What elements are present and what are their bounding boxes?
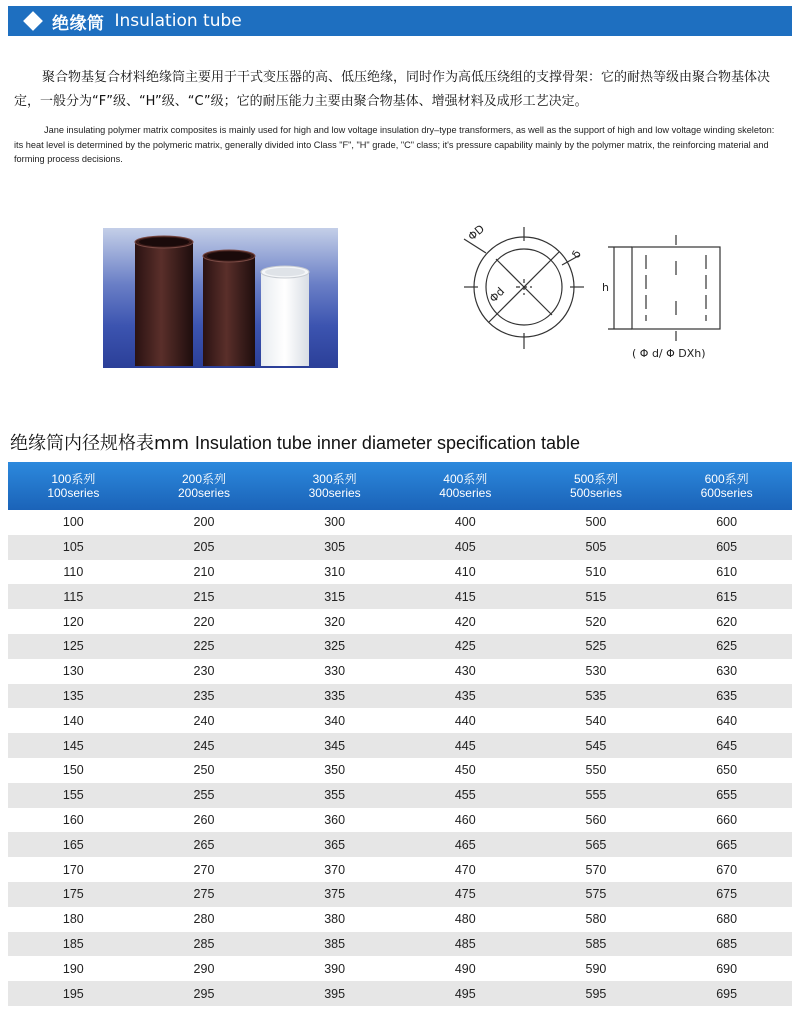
table-cell: 275 xyxy=(139,882,270,907)
table-cell: 355 xyxy=(269,783,400,808)
table-cell: 595 xyxy=(531,981,662,1006)
table-row xyxy=(8,684,792,709)
table-cell: 170 xyxy=(8,857,139,882)
table-cell: 470 xyxy=(400,857,531,882)
table-cell: 110 xyxy=(8,560,139,585)
table-cell: 320 xyxy=(269,609,400,634)
table-cell: 500 xyxy=(531,510,662,535)
table-row xyxy=(8,659,792,684)
table-cell: 395 xyxy=(269,981,400,1006)
table-cell: 225 xyxy=(139,634,270,659)
table-cell: 195 xyxy=(8,981,139,1006)
table-row xyxy=(8,535,792,560)
table-cell: 270 xyxy=(139,857,270,882)
table-cell: 685 xyxy=(661,932,792,957)
table-cell: 250 xyxy=(139,758,270,783)
table-cell: 425 xyxy=(400,634,531,659)
table-row xyxy=(8,932,792,957)
column-header xyxy=(400,462,531,510)
column-header-en: 400series xyxy=(439,486,492,500)
column-header-cn: 200系列 xyxy=(181,472,226,486)
table-cell: 445 xyxy=(400,733,531,758)
table-cell: 315 xyxy=(269,584,400,609)
table-row xyxy=(8,907,792,932)
table-cell: 670 xyxy=(661,857,792,882)
table-cell: 440 xyxy=(400,708,531,733)
table-row xyxy=(8,857,792,882)
label-inner-diameter: Φd xyxy=(486,284,508,306)
table-cell: 385 xyxy=(269,932,400,957)
table-cell: 485 xyxy=(400,932,531,957)
table-cell: 265 xyxy=(139,832,270,857)
table-cell: 350 xyxy=(269,758,400,783)
column-header xyxy=(661,462,792,510)
tube-dimension-diagram xyxy=(450,225,750,365)
spec-table xyxy=(8,462,792,1006)
table-cell: 630 xyxy=(661,659,792,684)
table-cell: 125 xyxy=(8,634,139,659)
column-header-en: 200series xyxy=(177,486,230,500)
column-header-cn: 300系列 xyxy=(312,472,357,486)
table-cell: 335 xyxy=(269,684,400,709)
table-cell: 180 xyxy=(8,907,139,932)
table-row xyxy=(8,708,792,733)
table-row xyxy=(8,956,792,981)
table-cell: 520 xyxy=(531,609,662,634)
table-cell: 305 xyxy=(269,535,400,560)
table-cell: 190 xyxy=(8,956,139,981)
table-cell: 590 xyxy=(531,956,662,981)
column-header xyxy=(531,462,662,510)
table-cell: 525 xyxy=(531,634,662,659)
table-cell: 690 xyxy=(661,956,792,981)
table-cell: 410 xyxy=(400,560,531,585)
column-header xyxy=(139,462,270,510)
table-cell: 255 xyxy=(139,783,270,808)
table-cell: 490 xyxy=(400,956,531,981)
table-cell: 185 xyxy=(8,932,139,957)
table-cell: 695 xyxy=(661,981,792,1006)
table-cell: 660 xyxy=(661,808,792,833)
table-cell: 455 xyxy=(400,783,531,808)
table-row xyxy=(8,609,792,634)
table-cell: 200 xyxy=(139,510,270,535)
table-cell: 285 xyxy=(139,932,270,957)
table-header-row xyxy=(8,462,792,510)
table-cell: 515 xyxy=(531,584,662,609)
table-cell: 155 xyxy=(8,783,139,808)
table-cell: 310 xyxy=(269,560,400,585)
table-row xyxy=(8,560,792,585)
table-cell: 360 xyxy=(269,808,400,833)
table-cell: 535 xyxy=(531,684,662,709)
table-cell: 220 xyxy=(139,609,270,634)
table-cell: 330 xyxy=(269,659,400,684)
table-cell: 175 xyxy=(8,882,139,907)
table-cell: 605 xyxy=(661,535,792,560)
section-header xyxy=(8,6,792,36)
table-cell: 145 xyxy=(8,733,139,758)
table-cell: 460 xyxy=(400,808,531,833)
table-title-en: Insulation tube inner diameter specification table xyxy=(194,433,581,453)
table-cell: 665 xyxy=(661,832,792,857)
column-header-en: 300series xyxy=(308,486,361,500)
dimension-drawing xyxy=(450,225,750,365)
table-cell: 405 xyxy=(400,535,531,560)
table-cell: 340 xyxy=(269,708,400,733)
column-header-cn: 100系列 xyxy=(51,472,96,486)
table-title-cn: 绝缘筒内径规格表mm xyxy=(10,433,190,454)
table-cell: 650 xyxy=(661,758,792,783)
table-cell: 655 xyxy=(661,783,792,808)
table-cell: 120 xyxy=(8,609,139,634)
table-cell: 640 xyxy=(661,708,792,733)
label-thickness: δ xyxy=(569,248,584,261)
table-cell: 100 xyxy=(8,510,139,535)
intro-paragraph-en: Jane insulating polymer matrix composites is mainly used for high and low voltage insulation dry–type transformers, as well as the support of high and low voltage winding skeleton: its heat level is determined by the polymeric matrix, generally divided into Class "F", "H" grade, "C" class; it's pressure capability mainly by the polymer matrix, the reinforcing material and forming process decisions. xyxy=(14,125,775,165)
table-cell: 610 xyxy=(661,560,792,585)
header-title-cn: 绝缘筒 xyxy=(52,13,105,34)
table-cell: 585 xyxy=(531,932,662,957)
table-cell: 580 xyxy=(531,907,662,932)
table-cell: 555 xyxy=(531,783,662,808)
table-cell: 505 xyxy=(531,535,662,560)
table-cell: 570 xyxy=(531,857,662,882)
table-cell: 370 xyxy=(269,857,400,882)
table-cell: 290 xyxy=(139,956,270,981)
table-cell: 420 xyxy=(400,609,531,634)
insulation-tubes-image xyxy=(103,228,338,368)
column-header-cn: 600系列 xyxy=(704,472,749,486)
table-cell: 530 xyxy=(531,659,662,684)
column-header xyxy=(8,462,139,510)
table-row xyxy=(8,981,792,1006)
diagram-caption: ( Φ d/ Φ DXh) xyxy=(632,347,706,360)
diamond-bullet-icon xyxy=(23,11,43,31)
table-cell: 620 xyxy=(661,609,792,634)
table-cell: 545 xyxy=(531,733,662,758)
table-cell: 260 xyxy=(139,808,270,833)
table-cell: 600 xyxy=(661,510,792,535)
table-cell: 140 xyxy=(8,708,139,733)
table-title xyxy=(10,429,580,455)
table-cell: 365 xyxy=(269,832,400,857)
table-cell: 480 xyxy=(400,907,531,932)
table-cell: 135 xyxy=(8,684,139,709)
table-cell: 560 xyxy=(531,808,662,833)
table-row xyxy=(8,882,792,907)
column-header-en: 600series xyxy=(700,486,753,500)
table-cell: 625 xyxy=(661,634,792,659)
table-row xyxy=(8,832,792,857)
table-cell: 295 xyxy=(139,981,270,1006)
table-cell: 115 xyxy=(8,584,139,609)
table-cell: 550 xyxy=(531,758,662,783)
table-row xyxy=(8,510,792,535)
table-row xyxy=(8,783,792,808)
table-cell: 435 xyxy=(400,684,531,709)
table-cell: 635 xyxy=(661,684,792,709)
product-photo xyxy=(103,228,338,368)
table-cell: 235 xyxy=(139,684,270,709)
table-row xyxy=(8,808,792,833)
table-cell: 130 xyxy=(8,659,139,684)
table-cell: 475 xyxy=(400,882,531,907)
table-cell: 245 xyxy=(139,733,270,758)
table-cell: 205 xyxy=(139,535,270,560)
column-header-cn: 500系列 xyxy=(573,472,618,486)
header-title-en: Insulation tube xyxy=(114,11,242,31)
table-cell: 380 xyxy=(269,907,400,932)
table-cell: 415 xyxy=(400,584,531,609)
table-cell: 325 xyxy=(269,634,400,659)
table-cell: 430 xyxy=(400,659,531,684)
table-cell: 215 xyxy=(139,584,270,609)
table-cell: 465 xyxy=(400,832,531,857)
column-header-en: 500series xyxy=(569,486,622,500)
table-cell: 345 xyxy=(269,733,400,758)
table-cell: 540 xyxy=(531,708,662,733)
table-cell: 565 xyxy=(531,832,662,857)
table-cell: 615 xyxy=(661,584,792,609)
table-cell: 280 xyxy=(139,907,270,932)
label-height: h xyxy=(602,281,609,294)
table-cell: 645 xyxy=(661,733,792,758)
table-row xyxy=(8,758,792,783)
table-cell: 510 xyxy=(531,560,662,585)
table-cell: 680 xyxy=(661,907,792,932)
label-outer-diameter: ΦD xyxy=(465,225,488,244)
table-cell: 165 xyxy=(8,832,139,857)
table-cell: 105 xyxy=(8,535,139,560)
table-cell: 210 xyxy=(139,560,270,585)
table-cell: 575 xyxy=(531,882,662,907)
table-body xyxy=(8,510,792,1006)
column-header xyxy=(269,462,400,510)
table-row xyxy=(8,584,792,609)
intro-paragraph-cn: 聚合物基复合材料绝缘筒主要用于干式变压器的高、低压绝缘，同时作为高低压绕组的支撑骨架：它的耐热等级由聚合物基体决定，一般分为“F”级、“H”级、“C”级；它的耐压能力主要由聚合物基体、增强材料及成形工艺决定。 xyxy=(14,70,771,109)
table-cell: 150 xyxy=(8,758,139,783)
table-cell: 675 xyxy=(661,882,792,907)
table-row xyxy=(8,634,792,659)
table-cell: 230 xyxy=(139,659,270,684)
table-row xyxy=(8,733,792,758)
table-cell: 160 xyxy=(8,808,139,833)
table-cell: 240 xyxy=(139,708,270,733)
table-cell: 400 xyxy=(400,510,531,535)
table-cell: 450 xyxy=(400,758,531,783)
column-header-en: 100series xyxy=(47,486,100,500)
table-cell: 375 xyxy=(269,882,400,907)
column-header-cn: 400系列 xyxy=(443,472,488,486)
table-cell: 495 xyxy=(400,981,531,1006)
table-cell: 390 xyxy=(269,956,400,981)
table-cell: 300 xyxy=(269,510,400,535)
